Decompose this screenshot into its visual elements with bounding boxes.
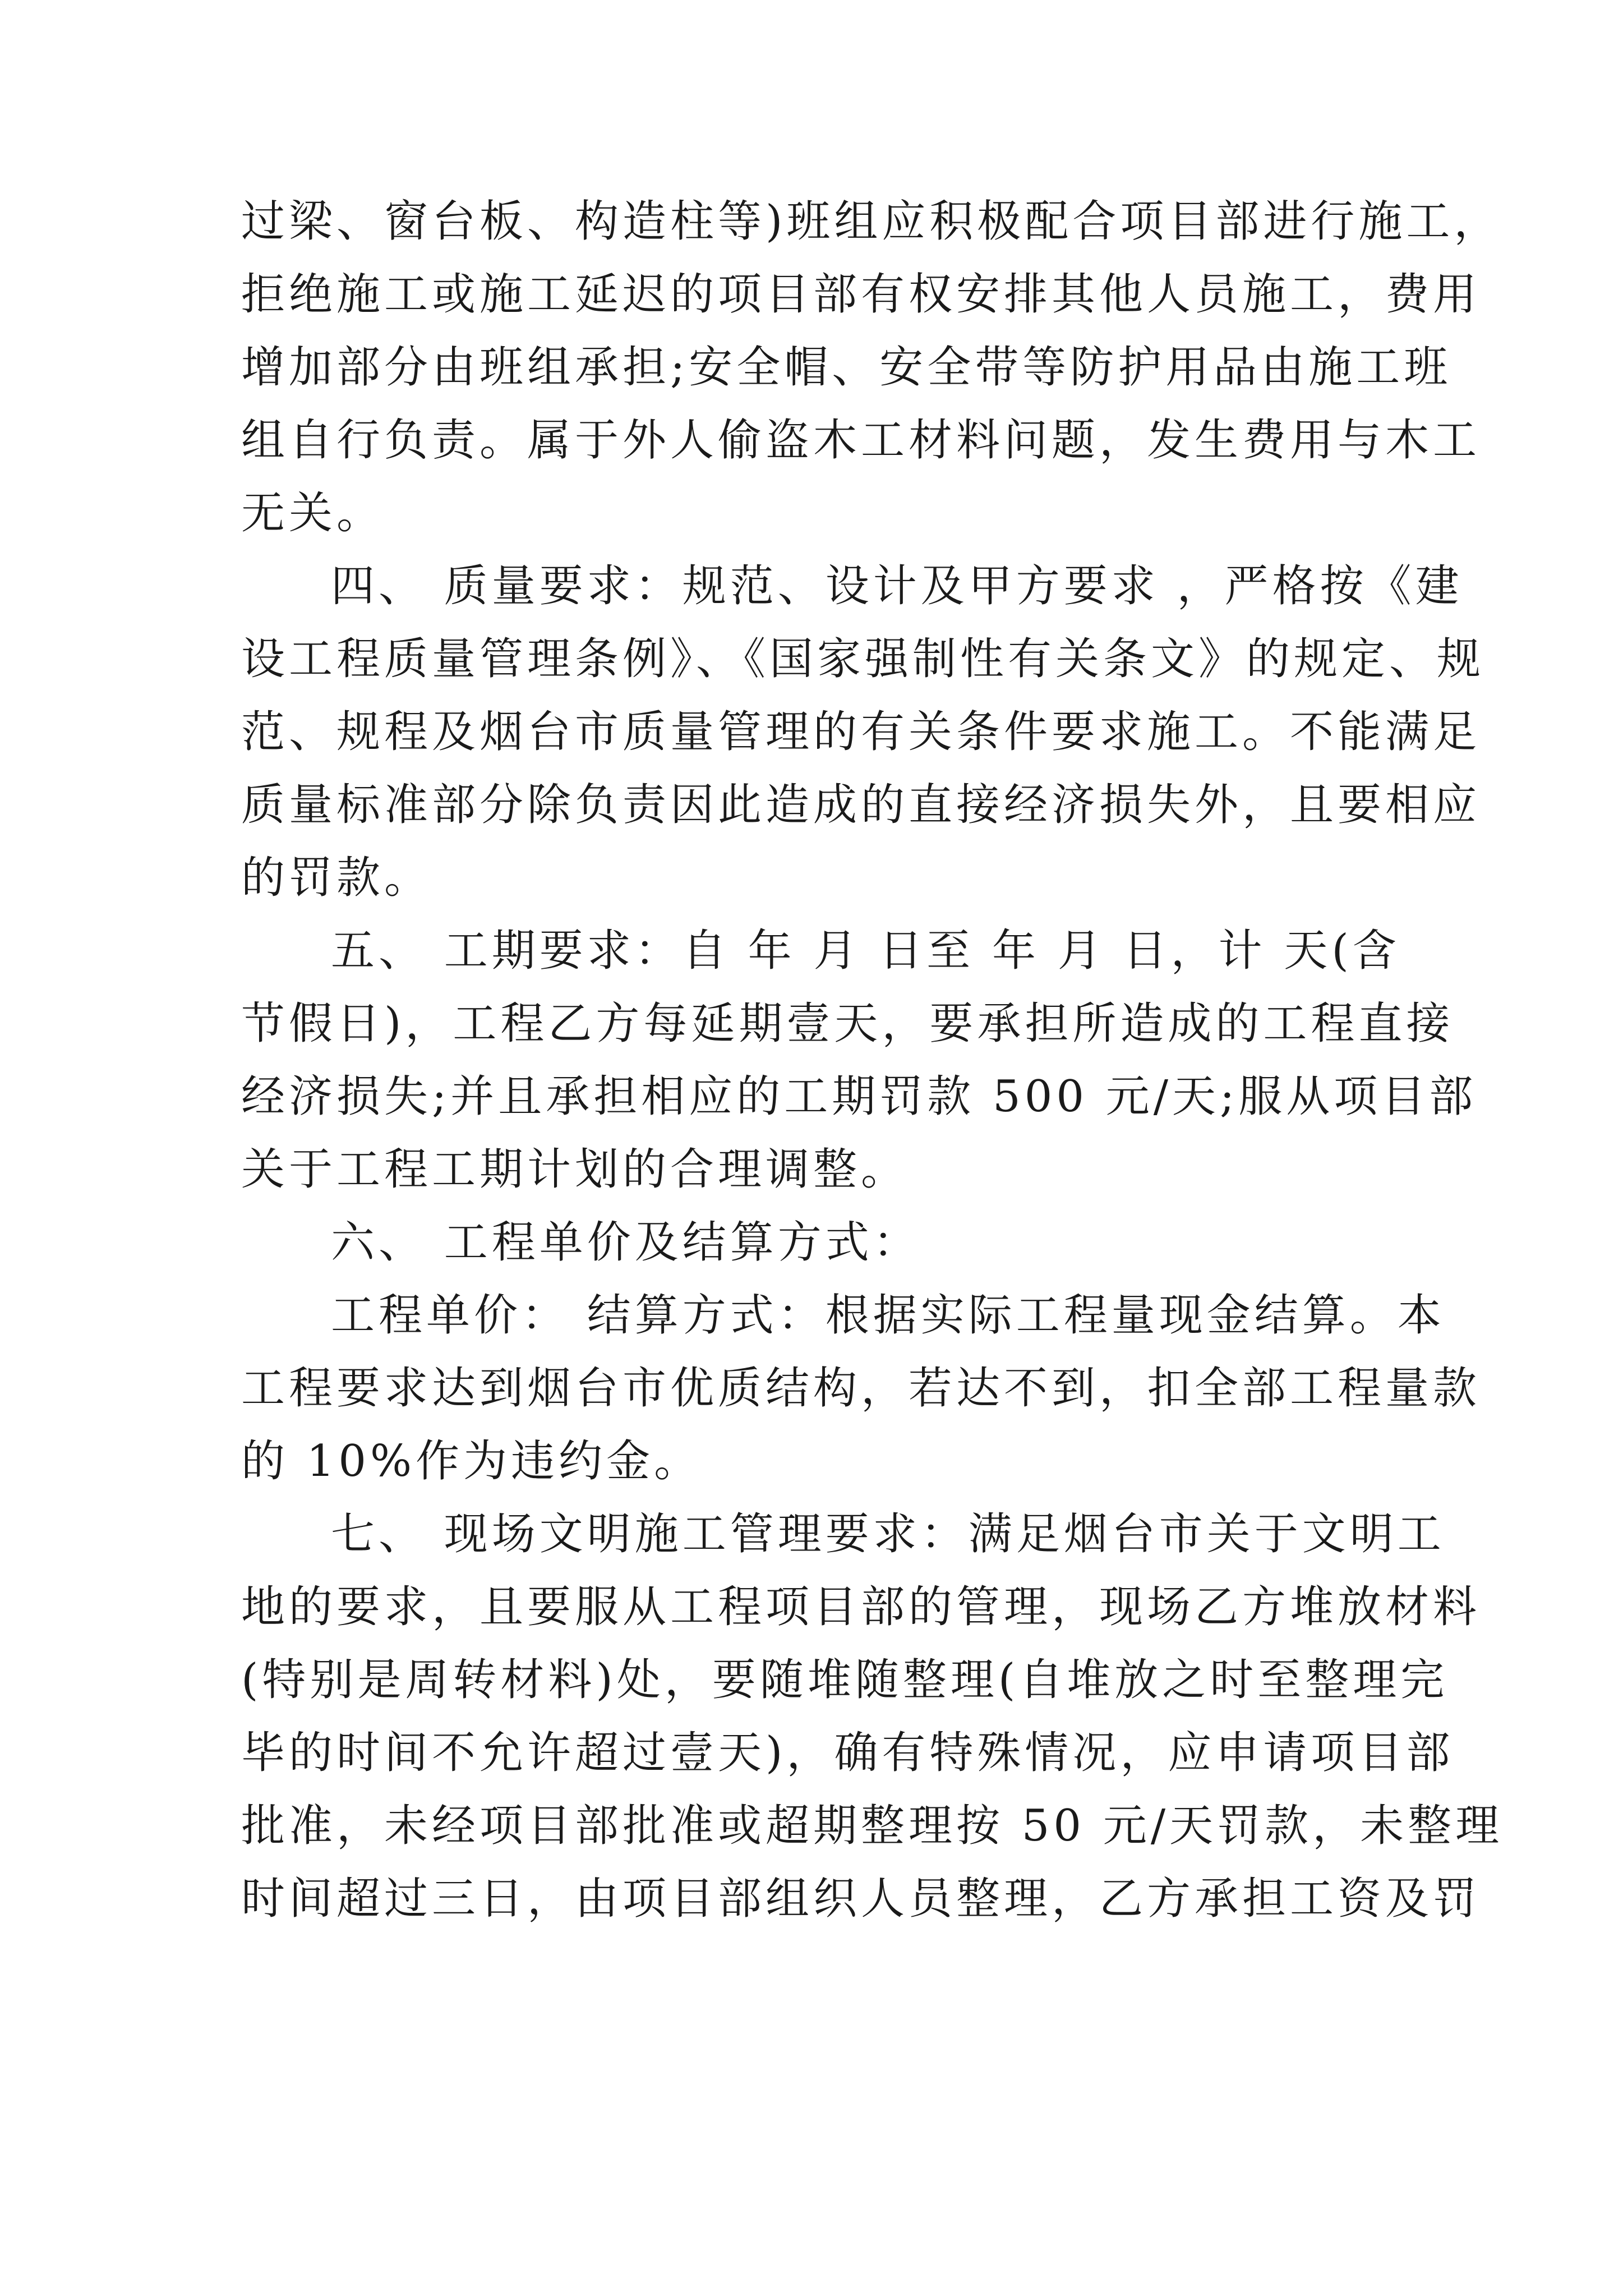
text-line: 的罚款。 xyxy=(241,853,432,903)
section-6-heading-line: 六、 工程单价及结算方式： xyxy=(331,1217,921,1268)
unit-price-line: 工程单价： 结算方式：根据实际工程量现金结算。本 xyxy=(331,1290,1445,1341)
text-line: 范、规程及烟台市质量管理的有关条件要求施工。不能满足 xyxy=(241,707,1481,757)
text-line: 毕的时间不允许超过壹天)，确有特殊情况，应申请项目部 xyxy=(241,1728,1454,1778)
text-line: 批准，未经项目部批准或超期整理按 50 元/天罚款，未整理 xyxy=(241,1801,1504,1851)
text-line: 增加部分由班组承担;安全帽、安全带等防护用品由施工班 xyxy=(241,342,1452,393)
text-line: 地的要求，且要服从工程项目部的管理，现场乙方堆放材料 xyxy=(241,1582,1481,1632)
contract-text xyxy=(241,185,1504,1935)
text-line: 的 10%作为违约金。 xyxy=(241,1436,702,1487)
text-line: 关于工程工期计划的合理调整。 xyxy=(241,1144,909,1195)
text-line: 工程要求达到烟台市优质结构，若达不到，扣全部工程量款 xyxy=(241,1363,1481,1414)
text-line: 节假日)，工程乙方每延期壹天，要承担所造成的工程直接 xyxy=(241,999,1454,1049)
text-line: 质量标准部分除负责因此造成的直接经济损失外，且要相应 xyxy=(241,780,1481,830)
text-line: 无关。 xyxy=(241,488,385,539)
section-7-heading-line: 七、 现场文明施工管理要求：满足烟台市关于文明工 xyxy=(331,1509,1445,1559)
text-line: 拒绝施工或施工延迟的项目部有权安排其他人员施工，费用 xyxy=(241,269,1481,320)
section-4-heading-line: 四、 质量要求：规范、设计及甲方要求 ，严格按《建 xyxy=(331,561,1463,611)
text-line: 经济损失;并且承担相应的工期罚款 500 元/天;服从项目部 xyxy=(241,1071,1477,1122)
text-line: (特别是周转材料)处，要随堆随整理(自堆放之时至整理完 xyxy=(241,1655,1449,1705)
text-line: 时间超过三日，由项目部组织人员整理，乙方承担工资及罚 xyxy=(241,1874,1481,1924)
text-line: 设工程质量管理条例》、《国家强制性有关条文》的规定、规 xyxy=(241,634,1485,684)
text-line: 组自行负责。属于外人偷盗木工材料问题，发生费用与木工 xyxy=(241,415,1481,466)
section-5-heading-line: 五、 工期要求：自 年 月 日至 年 月 日，计 天(含 xyxy=(331,926,1400,976)
text-line: 过梁、窗台板、构造柱等)班组应积极配合项目部进行施工， xyxy=(241,196,1502,247)
